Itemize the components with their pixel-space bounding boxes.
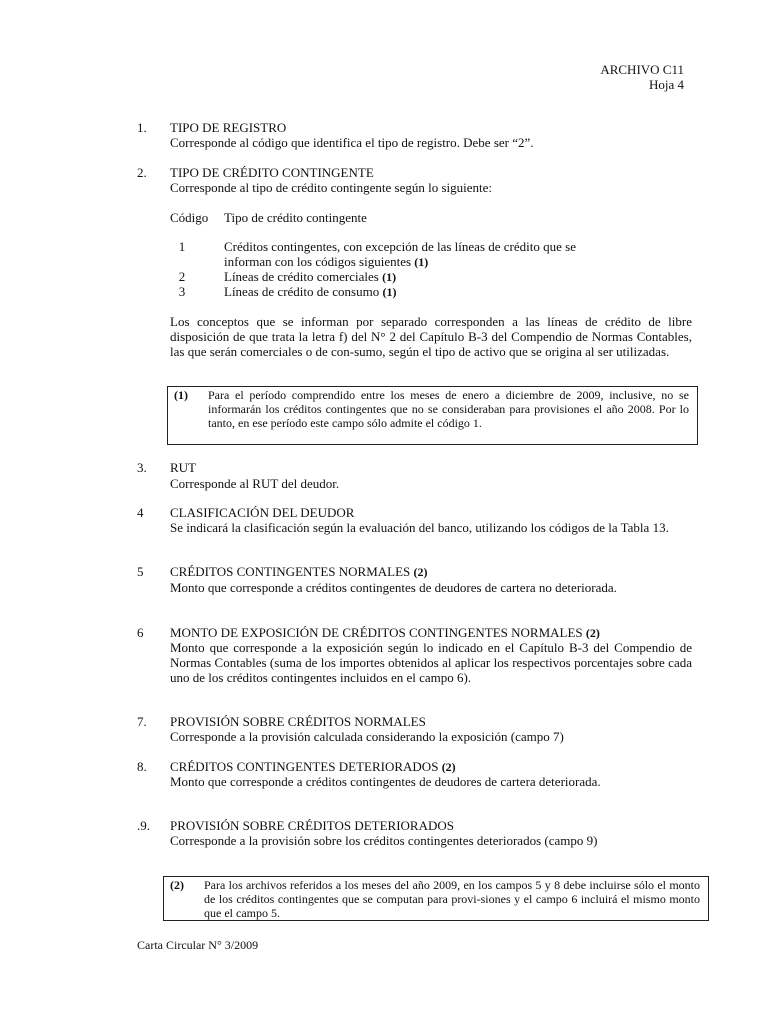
code-description: informan con los códigos siguientes xyxy=(224,254,412,269)
code-description: Líneas de crédito comerciales xyxy=(224,269,379,284)
footnote-ref: (2) xyxy=(585,626,600,640)
section-title-line xyxy=(170,564,692,580)
footnote-ref: (1) xyxy=(382,270,397,284)
code-row xyxy=(170,269,692,284)
section-title: TIPO DE REGISTRO xyxy=(170,120,287,135)
code-description: Líneas de crédito de consumo xyxy=(224,284,380,299)
section-number: 8. xyxy=(137,759,147,774)
section-body: Monto que corresponde a la exposición según lo indicado en el Capítulo B-3 del Compendio de Normas Contables (suma de los importes obtenidos al aplicar los respectivos porcentajes sobre cada uno de los créditos contingentes incluidos en el campo 6). xyxy=(170,640,692,685)
footnote-text: Para el período comprendido entre los meses de enero a diciembre de 2009, inclusive, no se informarán los créditos contingentes que no se consideraban para provisiones el año 2008. Por lo tanto, en ese período este campo sólo admite el código 1. xyxy=(208,388,689,430)
section-body: Corresponde a la provisión sobre los créditos contingentes deteriorados (campo 9) xyxy=(170,833,598,848)
footnote-ref: (1) xyxy=(414,255,429,269)
footer-reference: Carta Circular N° 3/2009 xyxy=(137,938,259,952)
section-title-line xyxy=(170,759,692,775)
section-body: Corresponde al tipo de crédito contingente según lo siguiente: xyxy=(170,180,493,195)
footnote-box xyxy=(163,876,709,921)
section-body: Corresponde al código que identifica el tipo de registro. Debe ser “2”. xyxy=(170,135,534,150)
footnote-ref: (1) xyxy=(382,285,397,299)
section-number: 2. xyxy=(137,165,147,180)
section-title-line xyxy=(170,625,692,641)
type-column-header: Tipo de crédito contingente xyxy=(224,210,367,225)
footnote-ref: (2) xyxy=(413,565,428,579)
section-title: PROVISIÓN SOBRE CRÉDITOS DETERIORADOS xyxy=(170,818,454,833)
section-number: 3. xyxy=(137,460,147,475)
footnote-text: Para los archivos referidos a los meses del año 2009, en los campos 5 y 8 debe incluirse sólo el monto de los créditos contingentes que se computan para provi-siones y el campo 6 incluirá el mismo monto que el campo 5. xyxy=(204,878,700,920)
code-row xyxy=(170,239,692,254)
footnote-key: (1) xyxy=(174,388,188,402)
code-row xyxy=(170,284,692,299)
code-value: 2 xyxy=(178,269,186,284)
section-number: 1. xyxy=(137,120,147,135)
footnote-key: (2) xyxy=(170,878,184,892)
section-number: 5 xyxy=(137,564,144,579)
section-number: 4 xyxy=(137,505,144,520)
footnote-ref: (2) xyxy=(441,760,456,774)
section-body: Se indicará la clasificación según la evaluación del banco, utilizando los códigos de la Tabla 13. xyxy=(170,520,669,535)
code-value: 3 xyxy=(178,284,186,299)
section-number: 7. xyxy=(137,714,147,729)
section-title: CRÉDITOS CONTINGENTES DETERIORADOS xyxy=(170,759,439,774)
section-title: RUT xyxy=(170,460,196,475)
section-body: Corresponde al RUT del deudor. xyxy=(170,476,340,491)
footnote-box xyxy=(167,386,698,445)
section-number: 6 xyxy=(137,625,144,640)
section-paragraph: Los conceptos que se informan por separado corresponden a las líneas de crédito de libre disposición de que trata la letra f) del N° 2 del Capítulo B-3 del Compendio de Normas Contables, las que serán comerciales o de con-sumo, según el tipo de activo que se origina al ser utilizadas. xyxy=(170,314,692,359)
section-title: PROVISIÓN SOBRE CRÉDITOS NORMALES xyxy=(170,714,426,729)
code-row-continuation xyxy=(170,254,692,269)
code-table-header xyxy=(170,210,692,225)
section-title: TIPO DE CRÉDITO CONTINGENTE xyxy=(170,165,374,180)
section-body: Monto que corresponde a créditos contingentes de deudores de cartera deteriorada. xyxy=(170,774,601,789)
section-body: Monto que corresponde a créditos contingentes de deudores de cartera no deteriorada. xyxy=(170,580,617,595)
code-column-header: Código xyxy=(170,210,209,225)
code-description: Créditos contingentes, con excepción de las líneas de crédito que se xyxy=(224,239,576,254)
section-title: CRÉDITOS CONTINGENTES NORMALES xyxy=(170,564,411,579)
section-title: CLASIFICACIÓN DEL DEUDOR xyxy=(170,505,355,520)
section-body: Corresponde a la provisión calculada considerando la exposición (campo 7) xyxy=(170,729,564,744)
file-label: ARCHIVO C11 xyxy=(600,62,684,77)
section-title: MONTO DE EXPOSICIÓN DE CRÉDITOS CONTINGENTES NORMALES xyxy=(170,625,583,640)
code-value: 1 xyxy=(178,239,186,254)
page-number: Hoja 4 xyxy=(648,77,684,92)
section-number: .9. xyxy=(137,818,150,833)
